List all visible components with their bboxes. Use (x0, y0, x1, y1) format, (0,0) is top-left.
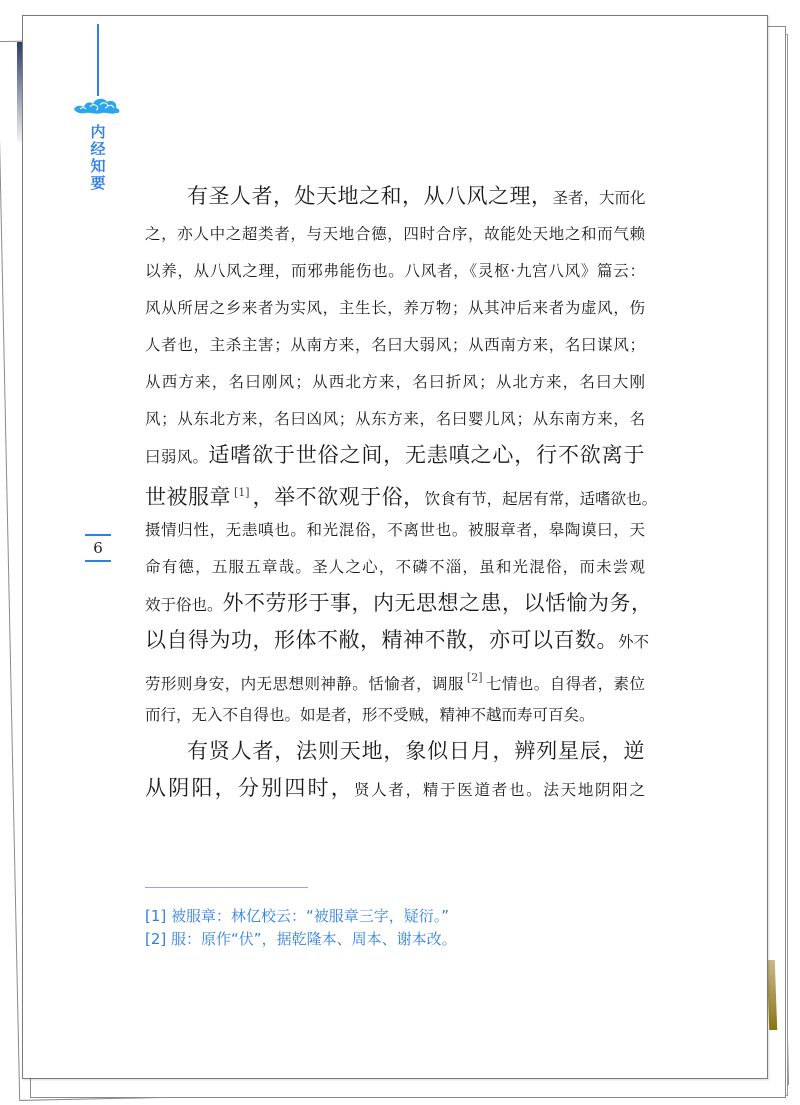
commentary-text: 以养，从八风之理，而邪弗能伤也。八风者，《灵枢·九宫八风》篇云： (145, 262, 645, 280)
commentary-text: 而行，无入不自得也。如是者，形不受贼，精神不越而寿可百矣。 (145, 706, 595, 724)
commentary-text: 饮食有节，起居有常，适嗜欲也。 (424, 490, 658, 508)
classic-text: 从阴阳，分别四时， (145, 776, 354, 800)
text-line (145, 252, 645, 289)
footnote-text: 被服章：林亿校云：“被服章三字，疑衍。” (171, 907, 450, 925)
text-line (145, 363, 645, 400)
classic-text: ，举不欲观于俗， (252, 485, 425, 509)
body-text (145, 178, 658, 807)
commentary-text: 摄情归性，无恚嗔也。和光混俗，不离世也。被服章者，皋陶谟曰，天 (145, 521, 645, 539)
classic-text: 有贤人者，法则天地，象似日月，辨列星辰，逆 (187, 739, 645, 763)
commentary-text: 七情也。自得者，素位 (485, 675, 645, 693)
running-title: 内经知要 (90, 123, 106, 192)
text-line (145, 511, 645, 548)
classic-text: 有圣人者，处天地之和，从八风之理， (187, 184, 553, 208)
commentary-text: 之，亦人中之超类者，与天地合德，四时合序，故能处天地之和而气赖 (145, 225, 645, 243)
text-line (145, 585, 653, 622)
text-line (145, 622, 650, 659)
text-line (145, 659, 645, 696)
text-line (145, 437, 645, 474)
footnote-item (145, 905, 457, 928)
commentary-text: 贤人者，精于医道者也。法天地阴阳之 (353, 781, 645, 799)
footnote-mark: [2] (145, 930, 167, 948)
commentary-text: 从西方来，名曰刚风；从西北方来，名曰折风；从北方来，名曰大刚 (145, 373, 645, 391)
footnote-text: 服：原作“伏”，据乾隆本、周本、谢本改。 (171, 930, 457, 948)
text-line (145, 400, 645, 437)
commentary-text: 圣者，大而化 (552, 189, 646, 207)
commentary-text: 人者也，主杀主害；从南方来，名曰大弱风；从西南方来，名曰谋风； (145, 336, 645, 354)
page-number-rule (85, 560, 111, 562)
text-line (145, 178, 645, 215)
footnote-mark: [1] (145, 907, 167, 925)
commentary-text: 劳形则身安，内无思想则神静。恬愉者，调服 (145, 675, 464, 693)
page-number: 6 (93, 539, 103, 557)
commentary-text: 风从所居之乡来者为实风，主生长，养万物；从其冲后来者为虚风，伤 (145, 299, 645, 317)
footnote-reference[interactable]: [1] (234, 486, 250, 499)
commentary-text: 效于俗也。 (145, 596, 223, 614)
text-line (145, 770, 645, 807)
footnote-separator (145, 887, 308, 888)
commentary-text: 外不 (618, 633, 650, 651)
footnote-item (145, 928, 457, 951)
text-line (145, 289, 645, 326)
classic-text: 适嗜欲于世俗之间，无恚嗔之心，行不欲离于 (208, 443, 645, 467)
text-line (145, 696, 645, 733)
text-line (145, 326, 645, 363)
footnotes (145, 905, 457, 951)
classic-text: 世被服章 (145, 485, 231, 509)
auspicious-cloud-icon (72, 92, 122, 116)
commentary-text: 风；从东北方来，名曰凶风；从东方来，名曰婴儿风；从东南方来，名 (145, 410, 645, 428)
commentary-text: 命有德，五服五章哉。圣人之心，不磷不淄，虽和光混俗，而未尝观 (145, 558, 645, 576)
text-line (145, 548, 645, 585)
text-line (145, 215, 645, 252)
text-line (145, 733, 645, 770)
footnote-reference[interactable]: [2] (466, 671, 483, 684)
classic-text: 以自得为功，形体不敝，精神不散，亦可以百数。 (145, 628, 618, 652)
classic-text: 外不劳形于事，内无思想之患，以恬愉为务， (222, 591, 653, 615)
hanging-line-ornament (97, 24, 99, 96)
page-number-block (85, 534, 111, 562)
commentary-text: 曰弱风。 (145, 448, 209, 466)
text-line (145, 474, 658, 511)
